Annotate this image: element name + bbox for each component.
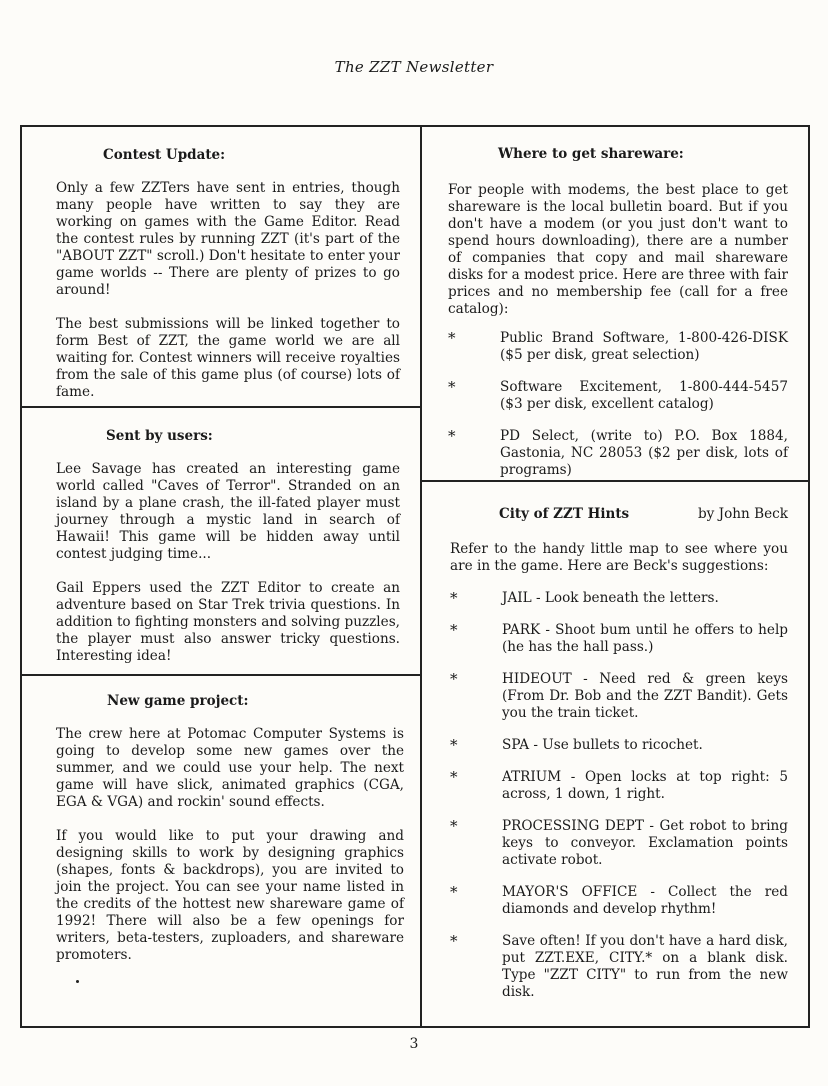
hints-intro: Refer to the handy little map to see where you are in the game. Here are Beck's suggestions: bbox=[450, 541, 788, 574]
newsletter-header: The ZZT Newsletter bbox=[334, 58, 494, 76]
shareware-section bbox=[448, 146, 788, 479]
hints-section bbox=[450, 506, 788, 1001]
contest-section bbox=[56, 147, 400, 401]
newgame-paragraph: The crew here at Potomac Computer Systems is going to develop some new games over the summer, and we could use your help. The next game will have slick, animated graphics (CGA, EGA & VGA) and rockin' sound effects. bbox=[56, 726, 404, 810]
list-item-text: Software Excitement, 1-800-444-5457 ($3 per disk, excellent catalog) bbox=[500, 379, 788, 412]
list-item-text: SPA - Use bullets to ricochet. bbox=[502, 737, 703, 753]
shareware-intro: For people with modems, the best place to get shareware is the local bulletin board. But if you don't have a modem (or you just don't want to spend hours downloading), there are a number of companies that copy and mail shareware disks for a modest price. Here are three with fair prices and no membership fee (call for a free catalog): bbox=[448, 182, 788, 317]
list-item bbox=[450, 884, 788, 918]
bullet-star: * bbox=[450, 589, 458, 607]
users-title: Sent by users: bbox=[106, 428, 213, 444]
left-divider-2 bbox=[20, 674, 422, 676]
bullet-star: * bbox=[450, 768, 458, 786]
list-item bbox=[450, 590, 788, 607]
list-item-text: PD Select, (write to) P.O. Box 1884, Gastonia, NC 28053 ($2 per disk, lots of programs) bbox=[500, 428, 788, 478]
list-item-text: PARK - Shoot bum until he offers to help (he has the hall pass.) bbox=[502, 622, 788, 655]
left-divider-1 bbox=[20, 406, 422, 408]
users-section bbox=[56, 428, 400, 665]
print-speck bbox=[76, 980, 79, 983]
hints-title: City of ZZT Hints bbox=[499, 506, 630, 522]
bullet-star: * bbox=[450, 670, 458, 688]
list-item-text: Save often! If you don't have a hard disk, put ZZT.EXE, CITY.* on a blank disk. Type "ZZT CITY" to run from the new disk. bbox=[502, 933, 788, 1000]
list-item-text: MAYOR'S OFFICE - Collect the red diamonds and develop rhythm! bbox=[502, 884, 788, 917]
contest-paragraph: Only a few ZZTers have sent in entries, though many people have written to say they are working on games with the Game Editor. Read the contest rules by running ZZT (it's part of the "ABOUT ZZT" scroll.) Don't hesitate to enter your game worlds -- There are plenty of prizes to go around! bbox=[56, 180, 400, 298]
list-item bbox=[448, 428, 788, 479]
bullet-star: * bbox=[450, 621, 458, 639]
column-divider bbox=[420, 125, 422, 1028]
bullet-star: * bbox=[450, 932, 458, 950]
list-item bbox=[450, 622, 788, 656]
shareware-title: Where to get shareware: bbox=[498, 146, 684, 162]
newgame-section bbox=[56, 693, 404, 964]
contest-title: Contest Update: bbox=[103, 147, 226, 163]
bullet-star: * bbox=[450, 817, 458, 835]
hints-heading bbox=[450, 506, 788, 523]
list-item-text: ATRIUM - Open locks at top right: 5 across, 1 down, 1 right. bbox=[502, 769, 788, 802]
newgame-title: New game project: bbox=[107, 693, 249, 709]
list-item bbox=[450, 933, 788, 1001]
list-item-text: Public Brand Software, 1-800-426-DISK ($5 per disk, great selection) bbox=[500, 330, 788, 363]
shareware-list bbox=[448, 330, 788, 479]
right-divider bbox=[420, 480, 810, 482]
list-item bbox=[450, 818, 788, 869]
list-item-text: JAIL - Look beneath the letters. bbox=[502, 590, 719, 606]
hints-byline: by John Beck bbox=[697, 506, 788, 522]
list-item bbox=[450, 769, 788, 803]
page-number: 3 bbox=[409, 1036, 419, 1052]
bullet-star: * bbox=[448, 427, 456, 445]
bullet-star: * bbox=[448, 378, 456, 396]
newgame-paragraph: If you would like to put your drawing and designing skills to work by designing graphics (shapes, fonts & backdrops), you are invited to join the project. You can see your name listed in the credits of the hottest new shareware game of 1992! There will also be a few openings for writers, beta-testers, zuploaders, and shareware promoters. bbox=[56, 828, 404, 963]
bullet-star: * bbox=[448, 329, 456, 347]
bullet-star: * bbox=[450, 883, 458, 901]
list-item bbox=[450, 737, 788, 754]
users-paragraph: Gail Eppers used the ZZT Editor to create an adventure based on Star Trek trivia questions. In addition to fighting monsters and solving puzzles, the player must also answer tricky questions. Interesting idea! bbox=[56, 580, 400, 664]
users-paragraph: Lee Savage has created an interesting game world called "Caves of Terror". Stranded on an island by a plane crash, the ill-fated player must journey through a mystic land in search of Hawaii! This game will be hidden away until contest judging time... bbox=[56, 461, 400, 562]
list-item bbox=[450, 671, 788, 722]
list-item-text: PROCESSING DEPT - Get robot to bring keys to conveyor. Exclamation points activate robot. bbox=[502, 818, 788, 868]
list-item bbox=[448, 379, 788, 413]
list-item bbox=[448, 330, 788, 364]
hints-list bbox=[450, 590, 788, 1001]
bullet-star: * bbox=[450, 736, 458, 754]
contest-paragraph: The best submissions will be linked together to form Best of ZZT, the game world we are all waiting for. Contest winners will receive royalties from the sale of this game plus (of course) lots of fame. bbox=[56, 316, 400, 400]
list-item-text: HIDEOUT - Need red & green keys (From Dr. Bob and the ZZT Bandit). Gets you the train ticket. bbox=[502, 671, 788, 721]
